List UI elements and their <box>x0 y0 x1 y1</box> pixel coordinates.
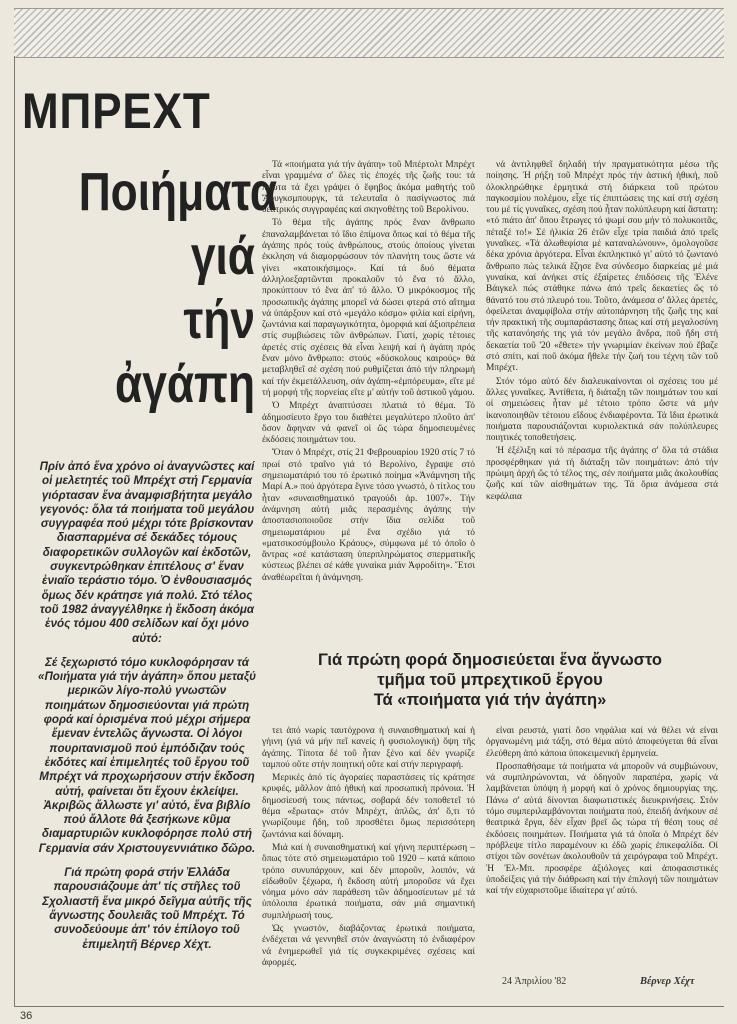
article-column-middle-top <box>262 160 475 638</box>
title-line-1: Ποιήματα <box>78 162 278 222</box>
body-paragraph: Ὅταν ὁ Μπρέχτ, στίς 21 Φεβρουαρίου 1920 στίς 7 τό πρωί στό τραῖνο γιά τό Βερολίνο, ἔγραψε στό σημειωματάριό του τό ἐρωτικό ποίημα «Ἀνάμνηση τῆς Μαρί Α.» πού ἀργότερα ἔγινε τόσο γνωστό, ὁ τίτλος του ἦταν «συναισθηματικό τραγούδι ἀρ. 1007». Τήν ἀνάμνηση αὐτή μιᾶς περασμένης ἀγάπης τήν ἀποστασιοποιοῦσε στήν ἴδια σελίδα τοῦ σημειωματάριου μέ ἕνα σχέδιο γιά τό «ματσικοσύμβουλο Κράους», σύμφωνα μέ τό ὁποῖο ὁ ἄντρας «σέ κατάσταση ὑπερπληρώματος σπερματικῆς κύστεως βλέπει σέ κάθε γυναίκα μιάν Ἀφροδίτη». Ἔτσι ἀναθέωρεῖται ἡ ἀνάμνηση. <box>262 448 475 583</box>
title-line-2: γιά <box>190 226 255 286</box>
body-paragraph: Μερικές ἀπό τίς ἀγοραίες παραστάσεις τίς κράτησε κρυφές, μᾶλλον ἀπό ἠθική καί προσωπική πρόνοια. Ἡ δημοσίευσή τους πάντως, σοβαρά δέν τοποθετεῖ τό θέμα «ἔρωτας» στόν Μπρέχτ, ἁπλῶς, ἀπ' ὅ,τι τό γνωρίζουμε ἤδη, τοῦ προσθέτει ὅμως περισσότερη ζωντάνια καί δύναμη. <box>262 773 475 840</box>
body-paragraph: Ἡ ἐξέλιξη καί τό πέρασμα τῆς ἀγάπης σ' ὅλα τά στάδια προσφέρθηκαν γιά τή διάταξη τῶν ποιημάτων: ἀπό τήν πρώιμη ἀρχή ὥς τό τέλος της, σέν ποιήματα μιᾶς ἀκολουθίας ζωῆς καί τῶν αἰσθημάτων της. Τά ὄρια ἀνάμεσα στά κεφάλαια <box>486 446 718 502</box>
body-paragraph: Τό θέμα τῆς ἀγάπης πρός ἕναν ἄνθρωπο ἐπαναλαμβάνεται τό ἴδιο ἐπίμονα ὅπως καί τό θέμα τῆς ἀγάπης πρός τούς ἀνθρώπους, στούς ὁποίους γίνεται ἐκκληση νά διαμορφώσουν τόν πλανήτη τους ὥστε νά γίνει «κατοικήσιμος». Καί τά δυό θέματα ἀλληλοεξαρτῶνται προκαλοῦν τό ἕνα τό ἄλλο, προκύπτουν τό ἕνα ἀπ' τό ἄλλο. Ὁ μικρόκοσμος τῆς προσωπικῆς ἀγάπης μπορεῖ νά δώσει φτερά στό αἴτημα νά ὑπάρξουν καί στό «μεγάλο κόσμο» φιλία καί εἰρήνη, ζωντάνια καί παραγωγικότητα, ὁμορφιά καί ἀξιοπρέπεια στίς συμβιώσεις τῶν ἀνθρώπων. Γιατί, χωρίς τέτοιες ἀρετές στίς σχέσεις θά εἶναι λειψή καί ἡ ἀγάπη πρός ἕναν μόνο ἄνθρωπο: στούς «δύσκολους καιρούς» θά μεταβληθεῖ σέ σχέση πού ρυθμίζεται ἀπό τήν πληρωμή καί τήν ἐκμετάλλευση, σάν ἀγάπη-«ἐμπόρευμα», εἴτε μέ τή μορφή τῆς πορνείας εἴτε μ' αὐτήν τοῦ ἀστικοῦ γάμου. <box>262 218 475 398</box>
body-paragraph: τει ἀπό νωρίς ταυτόχρονα ἡ συναισθηματική καί ἡ γήινη (γιά νά μήν πεῖ κανείς ἡ φυσιολογική) ὄψη τῆς ἀγάπης. Τίποτα δέ τοῦ ἦταν ξένο καί δέν γνωρίζε ταμπού οὔτε στήν ποιητική οὔτε καί στήν περιγραφή. <box>262 726 475 770</box>
body-paragraph: εἶναι ρευστά, γιατί ὅσο νηφάλια καί νά θέλει νά εἶναι ὀργανωμένη μιά τάξη, στό θέμα αὐτό ἀποφεύγεται θά εἶναι ἐλεύθερη ἀπό κάποια ὑποκειμενική ἑρμηνεία. <box>486 726 718 759</box>
author-heading: ΜΠΡΕΧΤ <box>22 83 211 139</box>
subheading-line-1: Γιά πρώτη φορά δημοσιεύεται ἕνα ἄγνωστο <box>318 651 662 669</box>
intro-text <box>38 460 256 962</box>
title-line-3: τήν <box>183 290 255 350</box>
subheading-line-2: τμῆμα τοῦ μπρεχτικοῦ ἔργου <box>377 671 603 689</box>
title-line-4: ἀγάπη <box>114 354 255 414</box>
article-title <box>40 160 278 416</box>
body-paragraph: Ὡς γνωστόν, διαβάζοντας ἐρωτικά ποιήματα, ἐνδέχεται νά γεννηθεῖ στόν ἀναγνώστη τό ἐνδιαφέρον νά ἐνημερωθεῖ γιά τίς συγκεκριμένες σχέσεις καί ἀφορμές. <box>262 924 475 968</box>
body-paragraph: Στόν τόμο αὐτό δέν διαλευκαίνονται οἱ σχέσεις του μέ ἄλλες γυναῖκες. Ἀντίθετα, ἡ διάταξη τῶν ποιημάτων του καί οἱ σημειώσεις ἦταν μέ τέτοιο τρόπο ὥστε νά μήν ἱκανοποιηθῶν τέτοιου εἴδους ἐνδιαφέροντα. Τά ἴδια ἐρωτικά ποιήματα παρουσιάζονται κυριολεκτικά σάν πολύπλευρες ποιητικές τοποθετήσεις. <box>486 376 718 444</box>
article-column-middle-bottom <box>262 726 475 992</box>
subheading-line-3: Τά «ποιήματα γιά τήν ἀγάπη» <box>373 691 607 709</box>
body-paragraph: Ὁ Μπρέχτ ἀναπτύσσει πλατιά τό θέμα. Τό ἀδημοσίευτο ἔργο του διαθέτει μεγαλύτερο πλοῦτο ἀπ' ὅσον ἄφηναν νά φανεῖ οἱ ὥς τώρα δημοσιευμένες ἐκδόσεις ποιημάτων του. <box>262 401 475 446</box>
intro-paragraph-1: Πρίν ἀπό ἕνα χρόνο οἱ ἀναγνῶστες καί οἱ μελετητές τοῦ Μπρέχτ στή Γερμανία γιόρτασαν ἕνα ἀναμφισβήτητα μεγάλο γεγονός: ὅλα τά ποιήματα τοῦ μεγάλου συγγραφέα πού μέχρι τότε βρίσκονταν διασπαρμένα σέ δεκάδες τόμους διαφορετικῶν συλλογῶν καί ἐκδοτῶν, συγκεντρώθηκαν ἐπιτέλους σ' ἕναν ἑνιαῖο τεράστιο τόμο. Ὁ ἐνθουσιασμός ὅμως δέν κράτησε γιά πολύ. Στό τέλος τοῦ 1982 ἀναγγέλθηκε ἡ ἔκδοση ἀκόμα ἑνός τόμου 400 σελίδων καί ὄχι μόνο αὐτό: <box>39 460 255 645</box>
body-paragraph: Τά «ποιήματα γιά τήν ἀγάπη» τοῦ Μπέρτολτ Μπρέχτ εἶναι γραμμένα σ' ὅλες τίς ἐποχές τῆς ζωῆς του: τά πρῶτα τά ἔχει γράψει ὁ ἔφηβος ἀκόμα μαθητής τοῦ Ἄουγκσμπουργκ, τά τελευταῖα ὁ πασίγνωστος πιά θεατρικός συγγραφέας καί σκηνοθέτης τοῦ Βερολίνου. <box>262 160 475 216</box>
body-paragraph: Προσπαθήσαμε τά ποιήματα νά μποροῦν νά συμβιώνουν, νά συμπληρώνονται, νά ὁδηγοῦν παραπέρα, χωρίς νά λαμβάνεται ὑπόψη ἡ μορφή καί ὁ χρόνος δημιουργίας της. Πάνω σ' αὐτά δίνονται διαφωτιστικές διευκρινήσεις. Στόν τόμο συμπεριλαμβάνονται ποιήματα πού, ἐπειδή ἀνήκουν σέ θεατρικά ἔργα, δέν εἶχαν βρεῖ ὥς τώρα τή θέση τους σέ ἐκδόσεις ποιημάτων. Ποιήματα γιά τά ὁποῖα ὁ Μπρέχτ δέν πρόβλεψε τίτλο παραμένουν κι ἐδῶ χωρίς ἐπικεφαλίδα. Οἱ στίχοι τῶν σονέτων ἀκολουθοῦν τά χειρόγραφα τοῦ Μπρέχτ. Ἡ Ἐλ-Μπ. προσφέρε ἀξιόλογες καί ἀποφασιστικές ὑποδείξεις γιά τήν διάθρωση καί τήν ἐπιλογή τῶν ποιημάτων καί τήν εὐχαριστοῦμε ἰδιαίτερα γι' αὐτό. <box>486 761 718 897</box>
article-date: 24 Ἀπριλίου '82 <box>502 976 567 987</box>
header-hatch-band <box>14 8 724 58</box>
left-rule <box>14 56 15 1006</box>
article-subheading <box>262 650 718 710</box>
body-paragraph: νά ἀντιληφθεῖ δηλαδή τήν πραγματικότητα μέσω τῆς ποίησης. Ἡ ρήξη τοῦ Μπρέχτ πρός τήν ἀστική ἠθική, ποῦ ὁλοκληρώθηκε ἐρμητικά στή διάρκεια τοῦ πρώτου παγκοσμίου πολέμου, εἶχε τίς ἐπιπτώσεις της καί στή σχέση του μέ τίς γυναῖκες, σχέση πού ἦταν πολύπλευρη καί ἄστατη: «τό πιάτο ἀπ' ὅπου ἔτρωγες τό ψωμί σου μήν τό πολυκοιτᾶς, πέταξέ το!» Σέ ἡλικία 26 ἐτῶν εἶχε τρία παιδιά ἀπό τρεῖς γυναῖκες. «Τά ἀλωθεφίσια μέ καταναλώνουν», ὁμολογοῦσε δέκα χρόνια ἀργότερα. Εἶναι ἐκπληκτικό γι' αὐτό τό ζωντανό ἄνθρωπο πώς τελικά ἔζησε ἕνα σύνδεσμο διαρκείας μέ μιά γυναίκα, καί ἀνήκει στίς ἐξαίρετες ἐπιδόσεις τῆς Ἑλένε Βάιγκελ πώς στάθηκε πάνω ἀπό τρεῖς δεκαετίες ὥς τό θάνατό του στό πλευρό του. Τοῦτο, ἀνάμεσα σ' ἄλλες ἀρετές, ὀφείλεται ἀναμφίβολα στήν αὐτοπάρνηση τῆς ζωῆς της καί τήν πρακτική τῆς συμπαράστασης ὅπως καί στή μεγαλοσύνη τῆς κατανόησής της γιά τόν μεγάλο ἄνδρα, ποῦ ἤδη στή δεκαετία τοῦ '20 «ἔθετε» τήν γνωριμίαν ἐκείνων πού ἔβαζε στό σπίτι, καί ποῦ ἀκόμα ἤθελε τήν ζωή του τέχνη τῶν τοῦ Μπρέχτ. <box>486 160 718 374</box>
article-column-right-bottom <box>486 726 718 972</box>
article-column-right-top <box>486 160 718 638</box>
author-signature: Βέρνερ Χέχτ <box>640 976 695 987</box>
body-paragraph: Μιά καί ἡ συναισθηματική καί γήινη περιπτέρωση – ὅπως τότε στό σημειωματάριο τοῦ 1920 – κατά κάποιο τρόπο συνυπάρχουν, καί δέν μποροῦν, λοιπόν, νά εἰδωθοῦν ξέχωρα, ἡ ἔκδοση αὐτή μποροῦσε νά ἔχει νόημα μόνο σάν παράθεση τῶν ἀδημοσίευτων μέ τά ὑπόλοιπα ἐρωτικά ποιήματα, σάν μιά σημαντική συμπλήρωσή τους. <box>262 842 475 921</box>
intro-paragraph-2: Σέ ξεχωριστό τόμο κυκλοφόρησαν τά «Ποιήματα γιά τήν ἀγάπη» ὅπου μεταξύ μερικῶν λίγο-πολύ γνωστῶν ποιημάτων δημοσιεύονται γιά πρώτη φορά καί ὁρισμένα πού μέχρι σήμερα ἔμεναν ἐντελῶς ἄγνωστα. Οἱ λόγοι πουριτανισμοῦ πού ἐμπόδιζαν τούς ἐκδότες καί ἐπιμελητές τοῦ ἔργου τοῦ Μπρέχτ νά προχωρήσουν στήν ἔκδοση αὐτή, φαίνεται ὅτι ἔχουν ἐκλείψει. Ἀκριβῶς ἄλλωστε γι' αὐτό, ἕνα βιβλίο πού ἄλλοτε θά ξεσήκωνε κῦμα διαμαρτυριῶν κυκλοφόρησε πολύ στή Γερμανία σάν Χριστουγεννιάτικο δῶρο. <box>38 655 256 855</box>
bottom-rule <box>14 1006 724 1007</box>
page-number: 36 <box>20 1010 33 1022</box>
intro-paragraph-3: Γιά πρώτη φορά στήν Ἑλλάδα παρουσιάζουμε ἀπ' τίς στῆλες τοῦ Σχολιαστῆ ἕνα μικρό δεῖγμα αὐτῆς τῆς ἄγνωστης δουλειᾶς τοῦ Μπρέχτ. Τό συνοδεύουμε ἀπ' τόν ἐπίλογο τοῦ ἐπιμελητῆ Βέρνερ Χέχτ. <box>42 866 252 951</box>
